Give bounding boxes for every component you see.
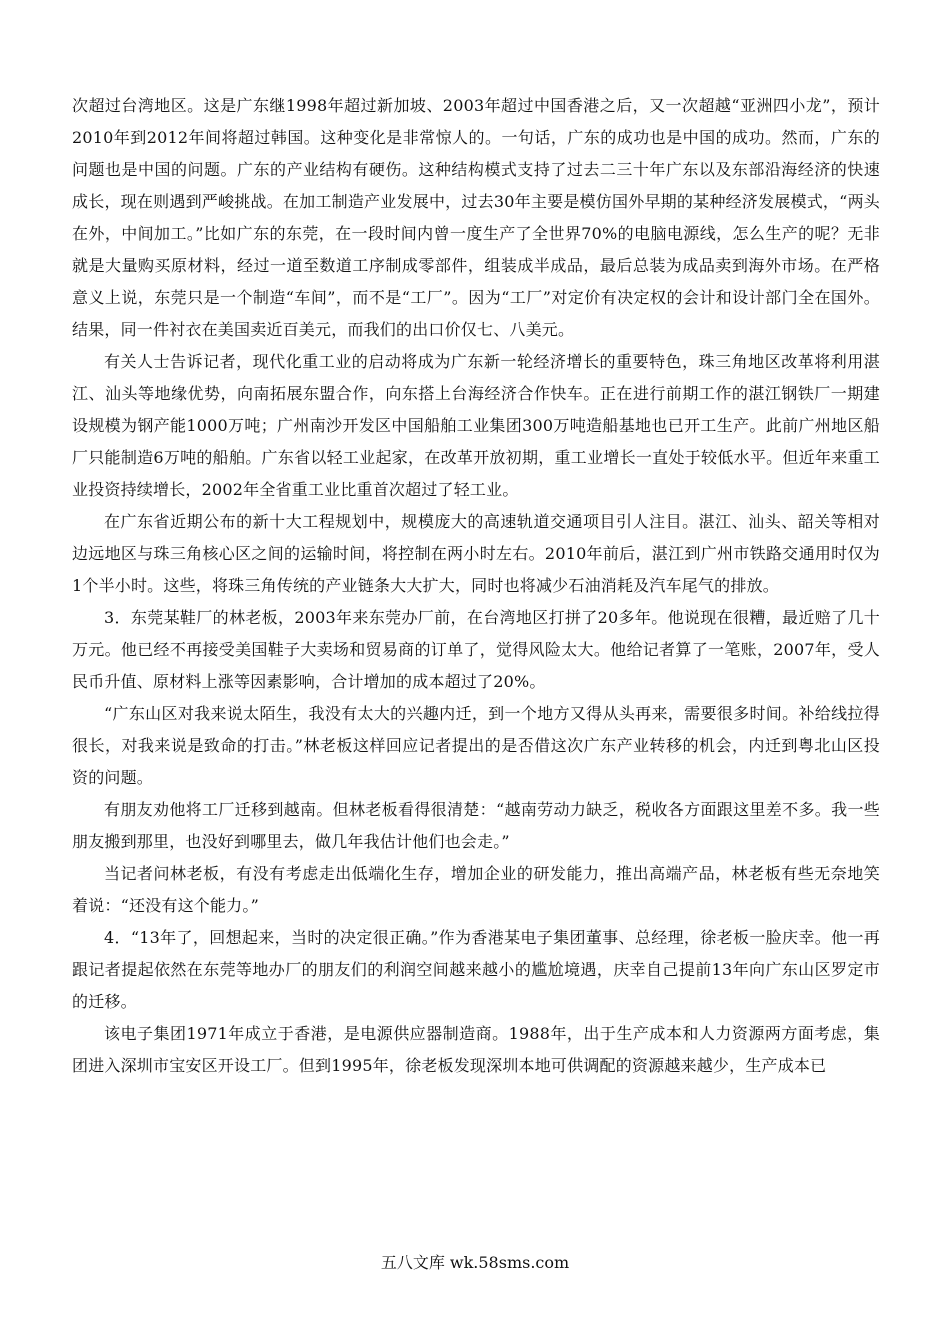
paragraph-8: 4．“13年了，回想起来，当时的决定很正确。”作为香港某电子集团董事、总经理，徐老板一脸庆幸。他一再跟记者提起依然在东莞等地办厂的朋友们的利润空间越来越小的尴尬境遇，庆幸自己提前13年向广东山区罗定市的迁移。 — [72, 928, 880, 1011]
paragraph-1: 次超过台湾地区。这是广东继1998年超过新加坡、2003年超过中国香港之后，又一次超越“亚洲四小龙”，预计2010年到2012年间将超过韩国。这种变化是非常惊人的。一句话，广东的成功也是中国的成功。然而，广东的问题也是中国的问题。广东的产业结构有硬伤。这种结构模式支持了过去二三十年广东以及东部沿海经济的快速成长，现在则遇到严峻挑战。在加工制造产业发展中，过去30年主要是模仿国外早期的某种经济发展模式，“两头在外，中间加工。”比如广东的东莞，在一段时间内曾一度生产了全世界70%的电脑电源线，怎么生产的呢？无非就是大量购买原材料，经过一道至数道工序制成零部件，组装成半成品，最后总装为成品卖到海外市场。在严格意义上说，东莞只是一个制造“车间”，而不是“工厂”。因为“工厂”对定价有决定权的会计和设计部门全在国外。结果，同一件衬衣在美国卖近百美元，而我们的出口价仅七、八美元。 — [72, 96, 880, 339]
paragraph-7: 当记者问林老板，有没有考虑走出低端化生存，增加企业的研发能力，推出高端产品，林老板有些无奈地笑着说：“还没有这个能力。” — [72, 864, 880, 915]
paragraph-3: 在广东省近期公布的新十大工程规划中，规模庞大的高速轨道交通项目引人注目。湛江、汕头、韶关等相对边远地区与珠三角核心区之间的运输时间，将控制在两小时左右。2010年前后，湛江到广州市铁路交通用时仅为1个半小时。这些，将珠三角传统的产业链条大大扩大，同时也将减少石油消耗及汽车尾气的排放。 — [72, 512, 880, 595]
paragraph-2: 有关人士告诉记者，现代化重工业的启动将成为广东新一轮经济增长的重要特色，珠三角地区改革将利用湛江、汕头等地缘优势，向南拓展东盟合作，向东搭上台海经济合作快车。正在进行前期工作的湛江钢铁厂一期建设规模为钢产能1000万吨；广州南沙开发区中国船舶工业集团300万吨造船基地也已开工生产。此前广州地区船厂只能制造6万吨的船舶。广东省以轻工业起家，在改革开放初期，重工业增长一直处于较低水平。但近年来重工业投资持续增长，2002年全省重工业比重首次超过了轻工业。 — [72, 352, 880, 499]
paragraph-9: 该电子集团1971年成立于香港，是电源供应器制造商。1988年，出于生产成本和人力资源两方面考虑，集团进入深圳市宝安区开设工厂。但到1995年，徐老板发现深圳本地可供调配的资源越来越少，生产成本已 — [72, 1024, 880, 1075]
paragraph-4: 3．东莞某鞋厂的林老板，2003年来东莞办厂前，在台湾地区打拼了20多年。他说现在很糟，最近赔了几十万元。他已经不再接受美国鞋子大卖场和贸易商的订单了，觉得风险太大。他给记者算了一笔账，2007年，受人民币升值、原材料上涨等因素影响，合计增加的成本超过了20%。 — [72, 608, 880, 691]
paragraph-6: 有朋友劝他将工厂迁移到越南。但林老板看得很清楚：“越南劳动力缺乏，税收各方面跟这里差不多。我一些朋友搬到那里，也没好到哪里去，做几年我估计他们也会走。” — [72, 800, 880, 851]
page-footer: 五八文库 wk.58sms.com — [380, 1253, 570, 1272]
paragraph-5: “广东山区对我来说太陌生，我没有太大的兴趣内迁，到一个地方又得从头再来，需要很多时间。补给线拉得很长，对我来说是致命的打击。”林老板这样回应记者提出的是否借这次广东产业转移的机会，内迁到粤北山区投资的问题。 — [72, 704, 880, 787]
document-body — [72, 90, 880, 1082]
